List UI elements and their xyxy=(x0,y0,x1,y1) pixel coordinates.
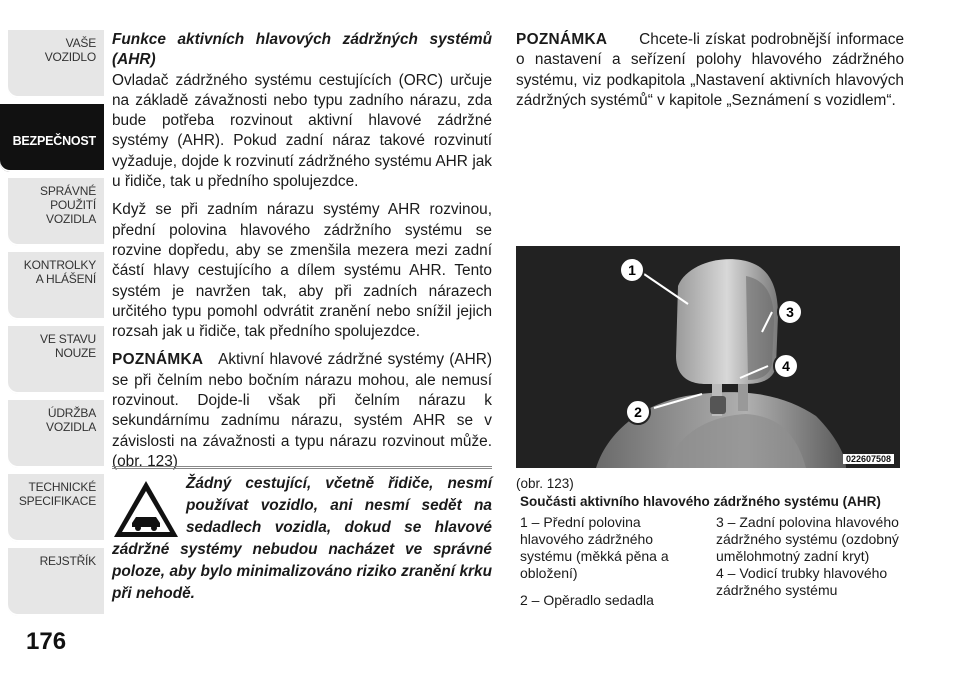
legend-item: 2 – Opěradlo sedadla xyxy=(520,592,654,608)
headrest-illustration xyxy=(516,246,900,468)
tab-udrzba-vozidla[interactable] xyxy=(8,400,104,468)
warning-text: Žádný cestující, včetně řidiče, nesmí používat vozidlo, ani nesmí sedět na sedadlech vozidla, dokud se hlavové zádržné systémy nebudou nacházet ve správné poloze, aby bylo minimalizováno riziko zranění krku při nehodě. xyxy=(112,475,492,602)
tab-label: REJSTŘÍK xyxy=(39,554,96,568)
tab-spravne-pouziti-vozidla[interactable] xyxy=(8,178,104,246)
svg-text:3: 3 xyxy=(786,304,794,320)
paragraph: Když se při zadním nárazu systémy AHR rozvinou, přední polovina hlavového zádržního systému se rozvine dopředu, aby se zmenšila mezera mezi zadní částí hlavy cestujícího a dílem systému AHR. Tento systém je navržen tak, aby při zadních nárazech určitého typu pomohl odvrátit zranění nebo snížil jejich rozsah jak u řidiče, tak předního spolujezdce. xyxy=(112,201,492,341)
svg-text:4: 4 xyxy=(782,358,790,374)
note-label: POZNÁMKA xyxy=(112,351,204,369)
divider xyxy=(112,466,492,469)
tab-rejstrik[interactable] xyxy=(8,548,104,616)
tab-kontrolky-a-hlaseni[interactable] xyxy=(8,252,104,320)
callout-2 xyxy=(626,400,650,424)
warning-box xyxy=(112,466,492,605)
tab-bezpecnost[interactable] xyxy=(0,104,104,172)
legend-item: 4 – Vodicí trubky hlavového zádržného systému xyxy=(716,565,888,598)
page-number: 176 xyxy=(26,628,67,655)
headrest-figure xyxy=(516,246,900,468)
legend-item: 1 – Přední polovina hlavového zádržného systému (měkká pěna a obložení) xyxy=(520,514,669,581)
tab-label: KONTROLKY A HLÁŠENÍ xyxy=(23,258,96,286)
figure-ref: (obr. 123) xyxy=(516,476,574,491)
tab-label: TECHNICKÉ SPECIFIKACE xyxy=(18,480,96,508)
tab-technicke-specifikace[interactable] xyxy=(8,474,104,542)
tab-label: VAŠE VOZIDLO xyxy=(44,36,96,64)
tab-label: BEZPEČNOST xyxy=(12,134,96,148)
callout-1 xyxy=(620,258,644,282)
tab-ve-stavu-nouze[interactable] xyxy=(8,326,104,394)
figure-code: 022607508 xyxy=(843,454,894,464)
paragraph: Ovladač zádržného systému cestujících (ORC) určuje na základě závažnosti nebo typu zadního nárazu, zda bude potřeba rozvinout aktivní hlavové zádržné systémy (AHR). Pokud zadní náraz takové rozvinutí vyžaduje, dojde k rozvinutí zádržného systému AHR jak u řidiče, tak u předního spolujezdce. xyxy=(112,71,492,191)
tab-vase-vozidlo[interactable] xyxy=(8,30,104,98)
left-column xyxy=(112,30,492,480)
right-column xyxy=(516,30,904,119)
legend-left xyxy=(520,514,700,619)
note-label: POZNÁMKA xyxy=(516,31,608,48)
note xyxy=(516,30,904,111)
legend-right xyxy=(716,514,906,609)
note-text: Aktivní hlavové zádržné systémy (AHR) se při čelním nebo bočním nárazu mohou, ale nemusí rozvinout. Dojde-li však při čelním nárazu k sekundárnímu zadnímu nárazu, systém AHR se v závislosti na závažnosti a typu nárazu rozvinout může. (obr. 123) xyxy=(112,351,492,470)
tab-label: ÚDRŽBA VOZIDLA xyxy=(46,406,96,434)
svg-text:1: 1 xyxy=(628,262,636,278)
callout-4 xyxy=(774,354,798,378)
note-text: Chcete-li získat podrobnější informace o nastavení a seřízení polohy hlavového zádržného systému, viz podkapitola „Nastavení aktivních hlavových zádržných systémů“ v kapitole „Seznámení s vozidlem“. xyxy=(516,31,905,109)
tab-label: VE STAVU NOUZE xyxy=(40,332,96,360)
svg-text:2: 2 xyxy=(634,404,642,420)
note xyxy=(112,350,492,472)
callout-3 xyxy=(778,300,802,324)
figure-title: Součásti aktivního hlavového zádržného systému (AHR) xyxy=(520,494,881,509)
section-heading: Funkce aktivních hlavových zádržných systémů (AHR) xyxy=(112,31,492,69)
legend-item: 3 – Zadní polovina hlavového zádržného systému (ozdobný umělohmotný zadní kryt) xyxy=(716,514,899,564)
warning-triangle-icon xyxy=(112,479,180,539)
tab-label: SPRÁVNÉ POUŽITÍ VOZIDLA xyxy=(40,184,96,226)
